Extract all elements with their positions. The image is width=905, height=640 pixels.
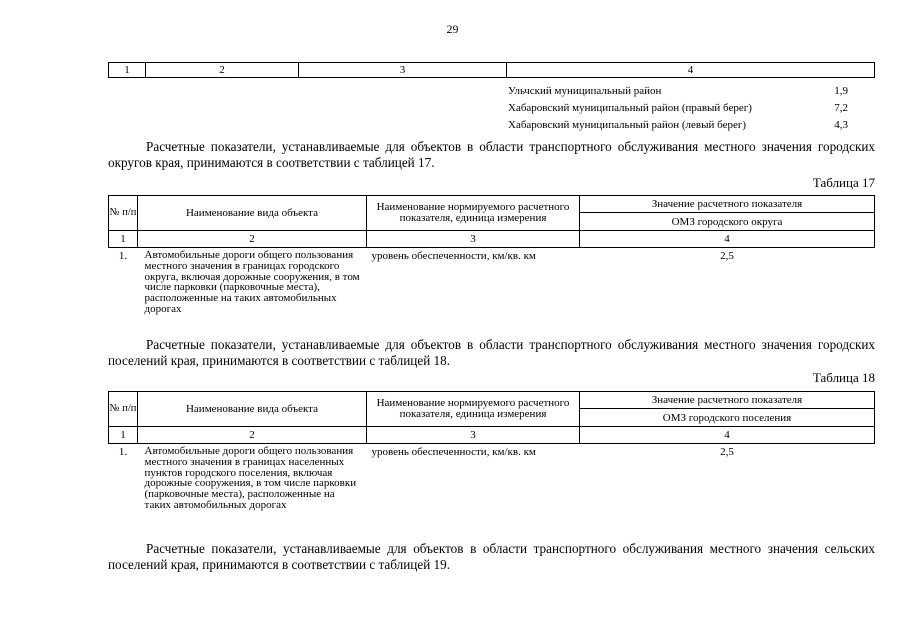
district-name: Хабаровский муниципальный район (левый берег): [508, 119, 747, 131]
paragraph-3: Расчетные показатели, устанавливаемые для объектов в области транспортного обслуживания местного значения сельских поселений края, принимаются в соответствии с таблицей 19.: [108, 541, 875, 572]
district-value: 7,2: [834, 102, 848, 114]
row-num: 1.: [118, 446, 128, 458]
row-value: 2,5: [720, 250, 734, 262]
table-17: [108, 195, 875, 320]
col-number: 3: [367, 231, 580, 248]
header-object-name: Наименование вида объекта: [138, 392, 367, 427]
header-indicator: Наименование нормируемого расчетного показателя, единица измерения: [367, 392, 580, 427]
col-number: 4: [580, 231, 875, 248]
row-num: 1.: [118, 250, 128, 262]
list-item: [508, 83, 848, 100]
col-number: 2: [138, 231, 367, 248]
district-name: Хабаровский муниципальный район (правый берег): [508, 102, 752, 114]
paragraph-1: Расчетные показатели, устанавливаемые для объектов в области транспортного обслуживания местного значения городских округов края, принимаются в соответствии с таблицей 17.: [108, 139, 875, 170]
col-number: 1: [109, 63, 146, 78]
header-num: № п/п: [109, 392, 138, 427]
header-sub: ОМЗ городского поселения: [580, 409, 875, 427]
district-name: Ульчский муниципальный район: [508, 85, 662, 97]
row-value: 2,5: [720, 446, 734, 458]
header-value: Значение расчетного показателя: [580, 392, 875, 409]
col-number: 1: [109, 231, 138, 248]
table-18: [108, 391, 875, 526]
header-num: № п/п: [109, 196, 138, 231]
continued-district-list: [508, 83, 848, 134]
row-object-name: Автомобильные дороги общего пользования местного значения в границах городского округа, включая дорожные сооружения, в том числе парковки (парковочные места), расположенные на таких автомобильных дорогах: [144, 249, 360, 315]
col-number: 1: [109, 427, 138, 444]
continued-table-header: [108, 62, 875, 78]
row-indicator: уровень обеспеченности, км/кв. км: [371, 250, 536, 262]
table-17-caption: Таблица 17: [812, 175, 875, 190]
col-number: 3: [367, 427, 580, 444]
row-indicator: уровень обеспеченности, км/кв. км: [371, 446, 536, 458]
header-value: Значение расчетного показателя: [580, 196, 875, 213]
col-number: 4: [507, 63, 875, 78]
row-object-name: Автомобильные дороги общего пользования местного значения в границах населенных пунктов городского поселения, включая дорожные сооружения, в том числе парковки (парковочные места), расположенные на таких автомобильных дорогах: [144, 445, 357, 511]
list-item: [508, 100, 848, 117]
header-object-name: Наименование вида объекта: [138, 196, 367, 231]
header-sub: ОМЗ городского округа: [580, 213, 875, 231]
paragraph-2: Расчетные показатели, устанавливаемые для объектов в области транспортного обслуживания местного значения городских поселений края, принимаются в соответствии с таблицей 18.: [108, 337, 875, 368]
district-value: 1,9: [834, 85, 848, 97]
list-item: [508, 117, 848, 134]
col-number: 2: [146, 63, 299, 78]
header-indicator: Наименование нормируемого расчетного показателя, единица измерения: [367, 196, 580, 231]
table-18-caption: Таблица 18: [812, 370, 875, 385]
col-number: 4: [580, 427, 875, 444]
district-value: 4,3: [834, 119, 848, 131]
page-number: 29: [446, 22, 459, 36]
col-number: 2: [138, 427, 367, 444]
col-number: 3: [299, 63, 507, 78]
